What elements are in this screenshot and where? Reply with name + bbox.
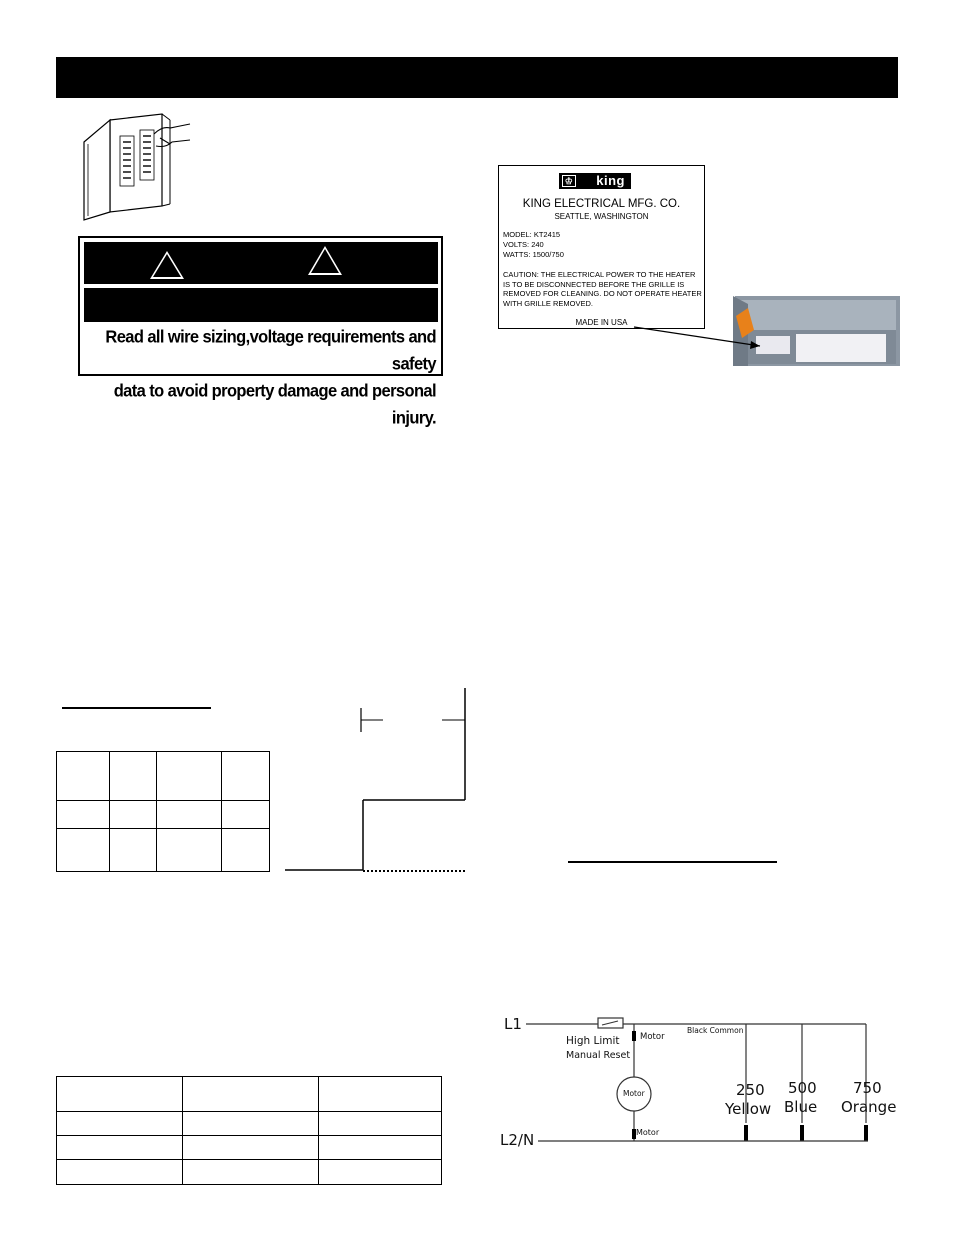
warning-box [78, 236, 443, 428]
tap-250-color: Yellow [725, 1100, 772, 1118]
made-in-line: MADE IN USA [575, 318, 628, 327]
king-logo [559, 173, 631, 189]
brand-name: king [596, 173, 625, 188]
caution-text: CAUTION: THE ELECTRICAL POWER TO THE HEATER IS TO BE DISCONNECTED BEFORE THE GRILLE IS REMOVED FOR CLEANING. DO NOT OPERATE HEATER WITH GRILLE REMOVED. [503, 270, 702, 308]
volts-line: VOLTS: 240 [503, 240, 544, 249]
heater-housing-photo [620, 294, 902, 370]
warning-header-band [84, 242, 438, 284]
warning-line-2: data to avoid property damage and personal injury. [113, 381, 436, 428]
warning-triangle-inner [153, 254, 181, 277]
manual-reset-label: Manual Reset [566, 1050, 631, 1061]
wire-table [56, 751, 270, 872]
section-header-bar [56, 57, 898, 98]
warning-line-1: Read all wire sizing,voltage requirements and safety [105, 327, 436, 374]
l2-label: L2/N [500, 1131, 535, 1149]
l1-label: L1 [504, 1015, 522, 1033]
motor-bottom-label: Motor [636, 1128, 660, 1137]
section-underline [62, 707, 211, 709]
warning-triangle-inner [311, 249, 339, 273]
tap-250-watts: 250 [736, 1081, 765, 1099]
black-common-label: Black Common [687, 1026, 744, 1035]
wall-cross-section-diagram [280, 686, 470, 878]
motor-circle-label: Motor [623, 1089, 645, 1098]
section-underline [568, 861, 777, 863]
tap-500-watts: 500 [788, 1079, 817, 1097]
tap-750-color: Orange [841, 1098, 897, 1116]
watts-line: WATTS: 1500/750 [503, 250, 564, 259]
company-name: KING ELECTRICAL MFG. CO. [522, 198, 681, 210]
filter-pad-photo [796, 334, 886, 362]
motor-top-label: Motor [640, 1032, 665, 1042]
model-line: MODEL: KT2415 [503, 230, 561, 239]
high-limit-label: High Limit [566, 1035, 620, 1047]
warning-text [84, 324, 436, 432]
tap-500-color: Blue [784, 1098, 818, 1116]
label-in-photo [756, 336, 790, 354]
circuit-table [56, 1076, 442, 1185]
breaker-panel-illustration [80, 108, 200, 223]
warning-subheader-band [84, 288, 438, 322]
company-city: SEATTLE, WASHINGTON [554, 212, 649, 221]
crown-icon: ♔ [562, 175, 576, 187]
tap-750-watts: 750 [853, 1079, 882, 1097]
